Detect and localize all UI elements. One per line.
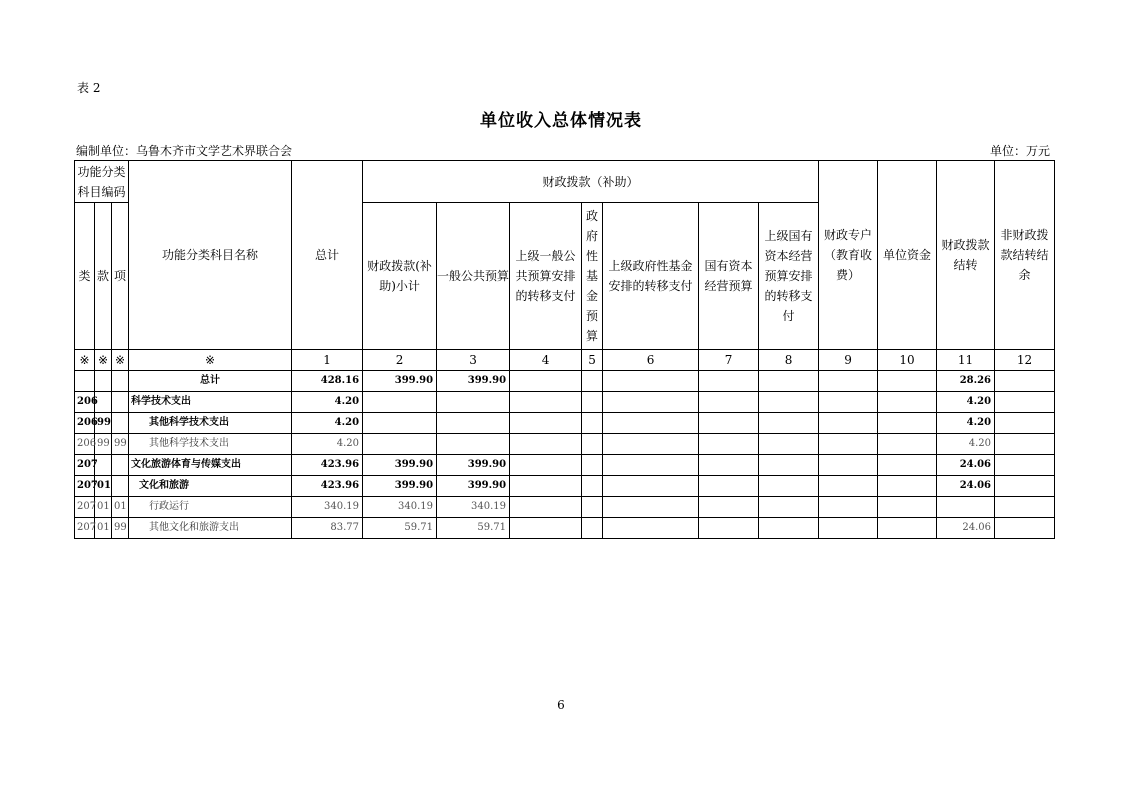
amount-cell: [437, 434, 510, 455]
index-cell: ※: [112, 350, 129, 371]
index-cell: 3: [437, 350, 510, 371]
amount-cell: [995, 413, 1055, 434]
amount-cell: 28.26: [937, 371, 995, 392]
amount-cell: [878, 392, 937, 413]
amount-cell: [510, 497, 582, 518]
amount-cell: [759, 455, 819, 476]
fiscal-subtotal-header: 财政拨款(补助)小计: [363, 203, 437, 350]
amount-cell: [819, 518, 878, 539]
kuan-cell: 99: [95, 413, 112, 434]
lei-cell: 206: [75, 434, 95, 455]
amount-cell: [363, 413, 437, 434]
amount-cell: [819, 476, 878, 497]
amount-cell: [437, 413, 510, 434]
subject-name-cell: 文化旅游体育与传媒支出: [129, 455, 292, 476]
amount-cell: [437, 392, 510, 413]
amount-cell: [582, 455, 603, 476]
fiscal-group-header: 财政拨款（补助）: [363, 161, 819, 203]
amount-cell: [995, 455, 1055, 476]
amount-cell: 4.20: [937, 413, 995, 434]
amount-cell: [363, 434, 437, 455]
amount-cell: [819, 371, 878, 392]
amount-cell: 399.90: [437, 455, 510, 476]
amount-cell: [603, 434, 699, 455]
income-summary-table: [74, 160, 1055, 539]
amount-cell: [759, 497, 819, 518]
lei-cell: 207: [75, 518, 95, 539]
amount-cell: [603, 371, 699, 392]
lei-cell: [75, 371, 95, 392]
amount-cell: 4.20: [292, 413, 363, 434]
subject-name-cell: 其他文化和旅游支出: [129, 518, 292, 539]
amount-cell: 24.06: [937, 518, 995, 539]
amount-cell: [603, 392, 699, 413]
index-cell: 2: [363, 350, 437, 371]
upper-fund-transfer-header: 上级政府性基金安排的转移支付: [603, 203, 699, 350]
amount-cell: 428.16: [292, 371, 363, 392]
amount-cell: [699, 434, 759, 455]
index-cell: 7: [699, 350, 759, 371]
amount-cell: 399.90: [363, 476, 437, 497]
amount-cell: [759, 476, 819, 497]
amount-cell: [582, 392, 603, 413]
amount-cell: [819, 455, 878, 476]
amount-cell: 399.90: [437, 476, 510, 497]
lei-cell: 207: [75, 476, 95, 497]
amount-cell: [603, 518, 699, 539]
amount-cell: 4.20: [937, 392, 995, 413]
amount-cell: [759, 392, 819, 413]
table-row: [75, 434, 1055, 455]
amount-cell: [878, 518, 937, 539]
amount-cell: [699, 392, 759, 413]
amount-cell: [582, 413, 603, 434]
kuan-header: 款: [95, 203, 112, 350]
amount-cell: [995, 497, 1055, 518]
gov-fund-header: 政府性基金预算: [582, 203, 603, 350]
amount-cell: [582, 497, 603, 518]
amount-cell: [759, 434, 819, 455]
lei-cell: 207: [75, 497, 95, 518]
amount-cell: [819, 413, 878, 434]
amount-cell: [819, 497, 878, 518]
special-fiscal-header: 财政专户（教育收费）: [819, 161, 878, 350]
xiang-cell: [112, 455, 129, 476]
general-budget-header: 一般公共预算: [437, 203, 510, 350]
index-cell: ※: [95, 350, 112, 371]
table-row: [75, 476, 1055, 497]
lei-cell: 206: [75, 413, 95, 434]
amount-cell: 423.96: [292, 476, 363, 497]
fiscal-carryover-header: 财政拨款结转: [937, 161, 995, 350]
index-cell: 5: [582, 350, 603, 371]
amount-cell: 399.90: [363, 455, 437, 476]
table-row: [75, 392, 1055, 413]
amount-cell: [582, 434, 603, 455]
index-cell: 6: [603, 350, 699, 371]
unit-funds-header: 单位资金: [878, 161, 937, 350]
amount-cell: 24.06: [937, 476, 995, 497]
amount-cell: 423.96: [292, 455, 363, 476]
amount-cell: [699, 371, 759, 392]
xiang-cell: 99: [112, 434, 129, 455]
amount-cell: [759, 518, 819, 539]
subject-name-cell: 总计: [129, 371, 292, 392]
amount-cell: [699, 455, 759, 476]
page-number: 6: [557, 698, 565, 712]
amount-cell: [510, 392, 582, 413]
amount-cell: [510, 455, 582, 476]
amount-cell: 4.20: [937, 434, 995, 455]
subject-name-cell: 其他科学技术支出: [129, 434, 292, 455]
amount-cell: [510, 518, 582, 539]
amount-cell: [510, 413, 582, 434]
amount-cell: [510, 371, 582, 392]
amount-cell: [878, 371, 937, 392]
subject-name-cell: 科学技术支出: [129, 392, 292, 413]
amount-cell: [878, 497, 937, 518]
xiang-cell: [112, 392, 129, 413]
amount-cell: [995, 371, 1055, 392]
amount-cell: [699, 497, 759, 518]
table-row: [75, 518, 1055, 539]
amount-cell: [603, 413, 699, 434]
amount-cell: [699, 413, 759, 434]
amount-cell: [819, 392, 878, 413]
kuan-cell: 01: [95, 476, 112, 497]
amount-cell: [699, 518, 759, 539]
kuan-cell: 99: [95, 434, 112, 455]
amount-cell: [878, 434, 937, 455]
amount-cell: 340.19: [292, 497, 363, 518]
xiang-cell: [112, 371, 129, 392]
index-cell: 4: [510, 350, 582, 371]
amount-cell: 340.19: [437, 497, 510, 518]
amount-cell: [699, 476, 759, 497]
lei-header: 类: [75, 203, 95, 350]
index-cell: 1: [292, 350, 363, 371]
amount-cell: [878, 413, 937, 434]
amount-cell: 24.06: [937, 455, 995, 476]
amount-cell: [603, 476, 699, 497]
index-cell: ※: [75, 350, 95, 371]
amount-cell: [582, 371, 603, 392]
amount-cell: [510, 434, 582, 455]
index-cell: ※: [129, 350, 292, 371]
amount-cell: [582, 476, 603, 497]
index-cell: 10: [878, 350, 937, 371]
amount-cell: 399.90: [363, 371, 437, 392]
page-title: 单位收入总体情况表: [480, 111, 642, 131]
nonfiscal-carryover-header: 非财政拨款结转结余: [995, 161, 1055, 350]
index-cell: 8: [759, 350, 819, 371]
amount-cell: [995, 476, 1055, 497]
amount-cell: [603, 497, 699, 518]
amount-cell: [510, 476, 582, 497]
amount-cell: [995, 392, 1055, 413]
xiang-cell: 01: [112, 497, 129, 518]
amount-cell: 4.20: [292, 434, 363, 455]
lei-cell: 207: [75, 455, 95, 476]
amount-cell: [937, 497, 995, 518]
amount-cell: [819, 434, 878, 455]
total-header: 总计: [292, 161, 363, 350]
org-label: 编制单位：乌鲁木齐市文学艺术界联合会: [76, 144, 293, 158]
amount-cell: [759, 371, 819, 392]
amount-cell: [878, 476, 937, 497]
xiang-header: 项: [112, 203, 129, 350]
amount-cell: 83.77: [292, 518, 363, 539]
xiang-cell: [112, 413, 129, 434]
subject-name-cell: 行政运行: [129, 497, 292, 518]
table-row: [75, 455, 1055, 476]
amount-cell: [995, 518, 1055, 539]
amount-cell: 399.90: [437, 371, 510, 392]
upper-state-capital-transfer-header: 上级国有资本经营预算安排的转移支付: [759, 203, 819, 350]
xiang-cell: [112, 476, 129, 497]
amount-cell: [995, 434, 1055, 455]
table-row: [75, 371, 1055, 392]
amount-cell: 59.71: [437, 518, 510, 539]
upper-general-transfer-header: 上级一般公共预算安排的转移支付: [510, 203, 582, 350]
kuan-cell: [95, 371, 112, 392]
func-code-header: 功能分类科目编码: [75, 161, 129, 203]
kuan-cell: 01: [95, 497, 112, 518]
amount-cell: [759, 413, 819, 434]
unit-label: 单位：万元: [990, 144, 1051, 158]
xiang-cell: 99: [112, 518, 129, 539]
index-row: [75, 350, 1055, 371]
amount-cell: [603, 455, 699, 476]
index-cell: 9: [819, 350, 878, 371]
subject-name-cell: 其他科学技术支出: [129, 413, 292, 434]
state-capital-header: 国有资本经营预算: [699, 203, 759, 350]
amount-cell: [582, 518, 603, 539]
amount-cell: 4.20: [292, 392, 363, 413]
amount-cell: 340.19: [363, 497, 437, 518]
kuan-cell: 01: [95, 518, 112, 539]
table-row: [75, 413, 1055, 434]
amount-cell: [363, 392, 437, 413]
index-cell: 12: [995, 350, 1055, 371]
amount-cell: [878, 455, 937, 476]
amount-cell: 59.71: [363, 518, 437, 539]
index-cell: 11: [937, 350, 995, 371]
table-number: 表 2: [77, 81, 101, 95]
func-name-header: 功能分类科目名称: [129, 161, 292, 350]
subject-name-cell: 文化和旅游: [129, 476, 292, 497]
table-row: [75, 497, 1055, 518]
lei-cell: 206: [75, 392, 95, 413]
